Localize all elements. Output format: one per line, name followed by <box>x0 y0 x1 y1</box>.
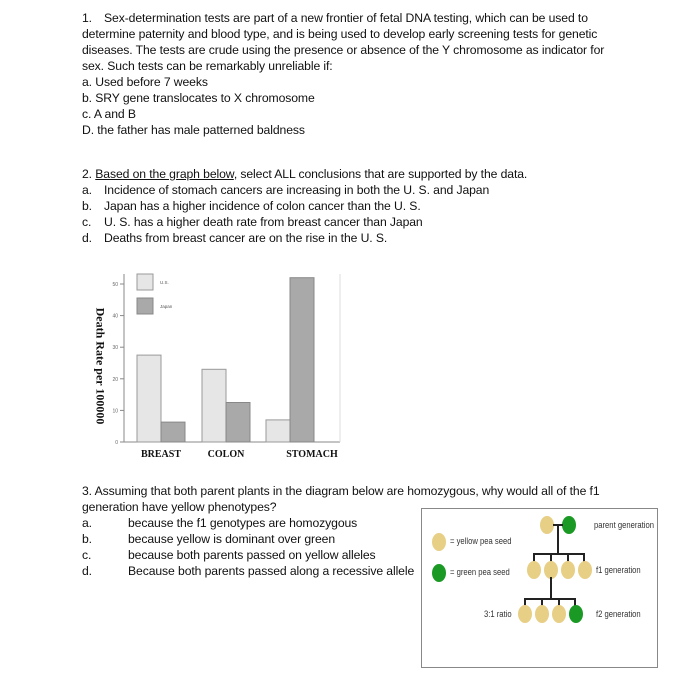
question-1-option-b: b. SRY gene translocates to X chromosome <box>82 91 315 105</box>
question-2 <box>82 166 542 246</box>
svg-text:30: 30 <box>112 345 118 352</box>
x-label-stomach: STOMACH <box>286 449 338 460</box>
question-1-option-d: D. the father has male patterned baldness <box>82 123 305 137</box>
question-2-option-c: c. U. S. has a higher death rate from breast cancer than Japan <box>82 215 423 229</box>
question-1-option-c: c. A and B <box>82 107 136 121</box>
parent-green-pea-icon <box>562 516 576 534</box>
svg-text:Japan: Japan <box>160 304 173 309</box>
parent-generation-label: parent generation <box>594 520 654 530</box>
question-2-option-a: a. Incidence of stomach cancers are increasing in both the U. S. and Japan <box>82 183 490 197</box>
svg-text:20: 20 <box>112 376 118 383</box>
yellow-pea-legend-icon <box>432 533 446 551</box>
f1-stem-line <box>550 577 552 599</box>
svg-text:10: 10 <box>112 408 118 415</box>
f2-yellow-pea-icon <box>518 605 532 623</box>
f1-yellow-pea-icon <box>561 561 575 579</box>
f2-bracket-line <box>524 598 576 600</box>
ratio-label: 3:1 ratio <box>484 609 512 619</box>
question-1 <box>82 10 622 138</box>
question-number: 1. <box>82 11 92 25</box>
question-3-option-b: b. because yellow is dominant over green <box>82 532 335 546</box>
f2-yellow-pea-icon <box>535 605 549 623</box>
question-2-option-b: b. Japan has a higher incidence of colon cancer than the U. S. <box>82 199 421 213</box>
svg-text:0: 0 <box>115 440 118 446</box>
question-1-stem: 1. Sex-determination tests are part of a new frontier of fetal DNA testing, which can be used to determine paternity and blood type, and is being used to develop early screening tests for genetic diseases. The tests are crude using the presence or absence of the Y chromosome as indicator for sex. Such tests can be remarkably unreliable if: <box>82 11 605 73</box>
f2-green-pea-icon <box>569 605 583 623</box>
question-2-option-d: d. Deaths from breast cancer are on the rise in the U. S. <box>82 231 388 245</box>
legend-yellow-label: = yellow pea seed <box>450 536 512 546</box>
svg-text:U.S.: U.S. <box>160 280 169 285</box>
x-label-breast: BREAST <box>140 449 182 460</box>
question-1-option-a: a. Used before 7 weeks <box>82 75 208 89</box>
f1-generation-label: f1 generation <box>596 565 641 575</box>
legend-green-label: = green pea seed <box>450 567 510 577</box>
question-2-stem: 2. Based on the graph below, select ALL conclusions that are supported by the data. <box>82 167 528 181</box>
f2-yellow-pea-icon <box>552 605 566 623</box>
f2-generation-label: f2 generation <box>596 609 641 619</box>
stem-underlined: Based on the graph below <box>95 167 234 181</box>
y-axis-label: Death Rate per 100000 <box>93 307 108 425</box>
f1-yellow-pea-icon <box>578 561 592 579</box>
question-3-stem: 3. Assuming that both parent plants in the diagram below are homozygous, why would all of the f1 generation have yellow phenotypes? <box>82 484 600 514</box>
f1-bracket-line <box>533 553 585 555</box>
chart-plot <box>88 266 358 466</box>
f1-yellow-pea-icon <box>527 561 541 579</box>
question-3-option-c: c. because both parents passed on yellow alleles <box>82 548 376 562</box>
x-label-colon: COLON <box>207 449 245 460</box>
question-3-option-d: d. Because both parents passed along a recessive allele <box>82 564 415 578</box>
green-pea-legend-icon <box>432 564 446 582</box>
parent-stem-line <box>557 525 559 554</box>
svg-text:50: 50 <box>112 282 118 288</box>
parent-yellow-pea-icon <box>540 516 554 534</box>
death-rate-bar-chart <box>88 266 358 466</box>
svg-text:40: 40 <box>112 313 118 320</box>
question-3-option-a: a. because the f1 genotypes are homozygous <box>82 516 358 530</box>
pea-inheritance-diagram <box>421 508 658 668</box>
